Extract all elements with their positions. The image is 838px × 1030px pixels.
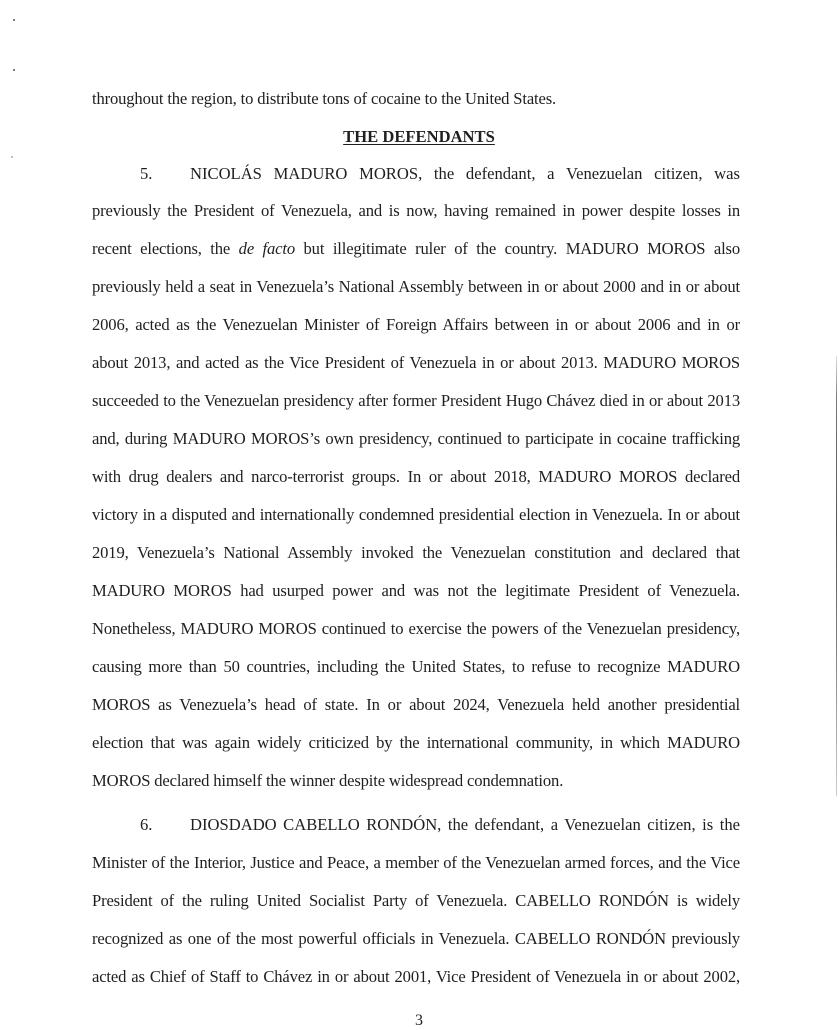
paragraph-5-line [92, 239, 740, 259]
text-span: recent elections, the [92, 239, 231, 258]
scan-speck [13, 69, 15, 71]
paragraph-5-first-line [92, 164, 740, 184]
paragraph-5-line: and, during MADURO MOROS’s own presidency, continued to participate in cocaine trafficking [92, 429, 740, 448]
paragraph-6-line: Minister of the Interior, Justice and Peace, a member of the Venezuelan armed forces, and the Vice [92, 853, 740, 872]
scan-edge-line [836, 356, 837, 796]
paragraph-6-line: acted as Chief of Staff to Chávez in or about 2001, Vice President of Venezuela in or about 2002, [92, 967, 740, 986]
scan-speck [13, 19, 15, 21]
paragraph-5-line: MADURO MOROS had usurped power and was not the legitimate President of Venezuela. [92, 581, 740, 600]
paragraph-5-line: election that was again widely criticized by the international community, in which MADURO [92, 733, 740, 752]
paragraph-6-line: recognized as one of the most powerful officials in Venezuela. CABELLO RONDÓN previously [92, 929, 740, 948]
section-heading: THE DEFENDANTS [343, 127, 495, 146]
paragraph-5-line: MOROS as Venezuela’s head of state. In or about 2024, Venezuela held another presidential [92, 695, 740, 714]
paragraph-text: DIOSDADO CABELLO RONDÓN, the defendant, a Venezuelan citizen, is the [190, 815, 740, 834]
page-number: 3 [415, 1012, 423, 1029]
paragraph-5-line: about 2013, and acted as the Vice President of Venezuela in or about 2013. MADURO MOROS [92, 353, 740, 372]
paragraph-text: NICOLÁS MADURO MOROS, the defendant, a Venezuelan citizen, was [190, 164, 740, 183]
paragraph-6-first-line [92, 815, 740, 835]
paragraph-5-line: previously held a seat in Venezuela’s National Assembly between in or about 2000 and in or about [92, 277, 740, 296]
paragraph-number: 5. [140, 164, 153, 183]
paragraph-5-line: MOROS declared himself the winner despite widespread condemnation. [92, 771, 564, 790]
paragraph-5-line: causing more than 50 countries, including the United States, to refuse to recognize MADURO [92, 657, 740, 676]
paragraph-5-line: Nonetheless, MADURO MOROS continued to exercise the powers of the Venezuelan presidency, [92, 619, 740, 638]
paragraph-5-line: previously the President of Venezuela, and is now, having remained in power despite losses in [92, 201, 740, 220]
paragraph-number: 6. [140, 815, 153, 834]
paragraph-5-line: 2006, acted as the Venezuelan Minister of Foreign Affairs between in or about 2006 and in or [92, 315, 740, 334]
paragraph-6-line: President of the ruling United Socialist Party of Venezuela. CABELLO RONDÓN is widely [92, 891, 740, 910]
intro-line: throughout the region, to distribute tons of cocaine to the United States. [92, 89, 557, 108]
italic-text: de facto [238, 239, 295, 258]
paragraph-5-line: with drug dealers and narco-terrorist groups. In or about 2018, MADURO MOROS declared [92, 467, 740, 486]
paragraph-5-line: succeeded to the Venezuelan presidency after former President Hugo Chávez died in or about 2013 [92, 391, 740, 410]
scan-speck [11, 156, 13, 158]
text-span: but illegitimate ruler of the country. MADURO MOROS also [303, 239, 741, 258]
paragraph-5-line: 2019, Venezuela’s National Assembly invoked the Venezuelan constitution and declared that [92, 543, 740, 562]
paragraph-5-line: victory in a disputed and internationally condemned presidential election in Venezuela. In or about [92, 505, 740, 524]
